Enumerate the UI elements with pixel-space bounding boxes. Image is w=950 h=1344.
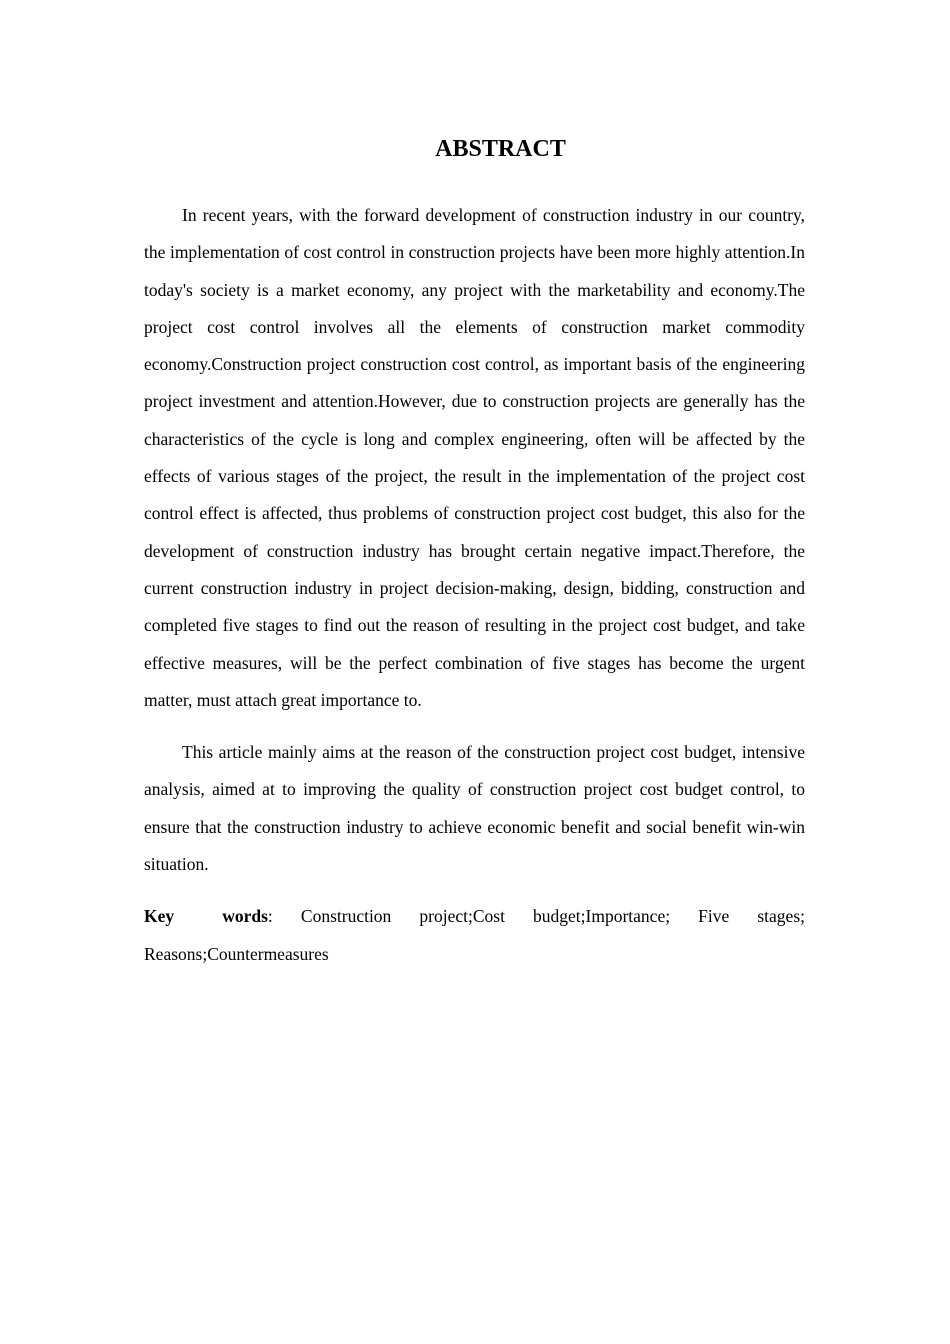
keywords-separator: :: [267, 906, 273, 927]
abstract-title: ABSTRACT: [435, 136, 566, 162]
keywords-label: Key words: [144, 906, 268, 927]
abstract-paragraph-1: In recent years, with the forward development of construction industry in our country, the implementation of cost control in construction projects have been more highly attention.In today's society is a market economy, any project with the marketability and economy.The project cost control involves all the elements of construction market commodity economy.Construction project construction cost control, as important basis of the engineering project investment and attention.However, due to construction projects are generally has the characteristics of the cycle is long and complex engineering, often will be affected by the effects of various stages of the project, the result in the implementation of the project cost control effect is affected, thus problems of construction project cost budget, this also for the development of construction industry has brought certain negative impact.Therefore, the current construction industry in project decision-making, design, bidding, construction and completed five stages to find out the reason of resulting in the project cost budget, and take effective measures, will be the perfect combination of five stages has become the urgent matter, must attach great importance to.: [144, 205, 805, 710]
abstract-paragraph-2: This article mainly aims at the reason of the construction project cost budget, intensive analysis, aimed at to improving the quality of construction project cost budget control, to ensure that the construction industry to achieve economic benefit and social benefit win-win situation.: [144, 742, 805, 875]
keywords-text: Construction project;Cost budget;Importance; Five stages; Reasons;Countermeasures: [144, 906, 805, 964]
document-page: [144, 133, 805, 973]
keywords-line: [144, 898, 805, 973]
